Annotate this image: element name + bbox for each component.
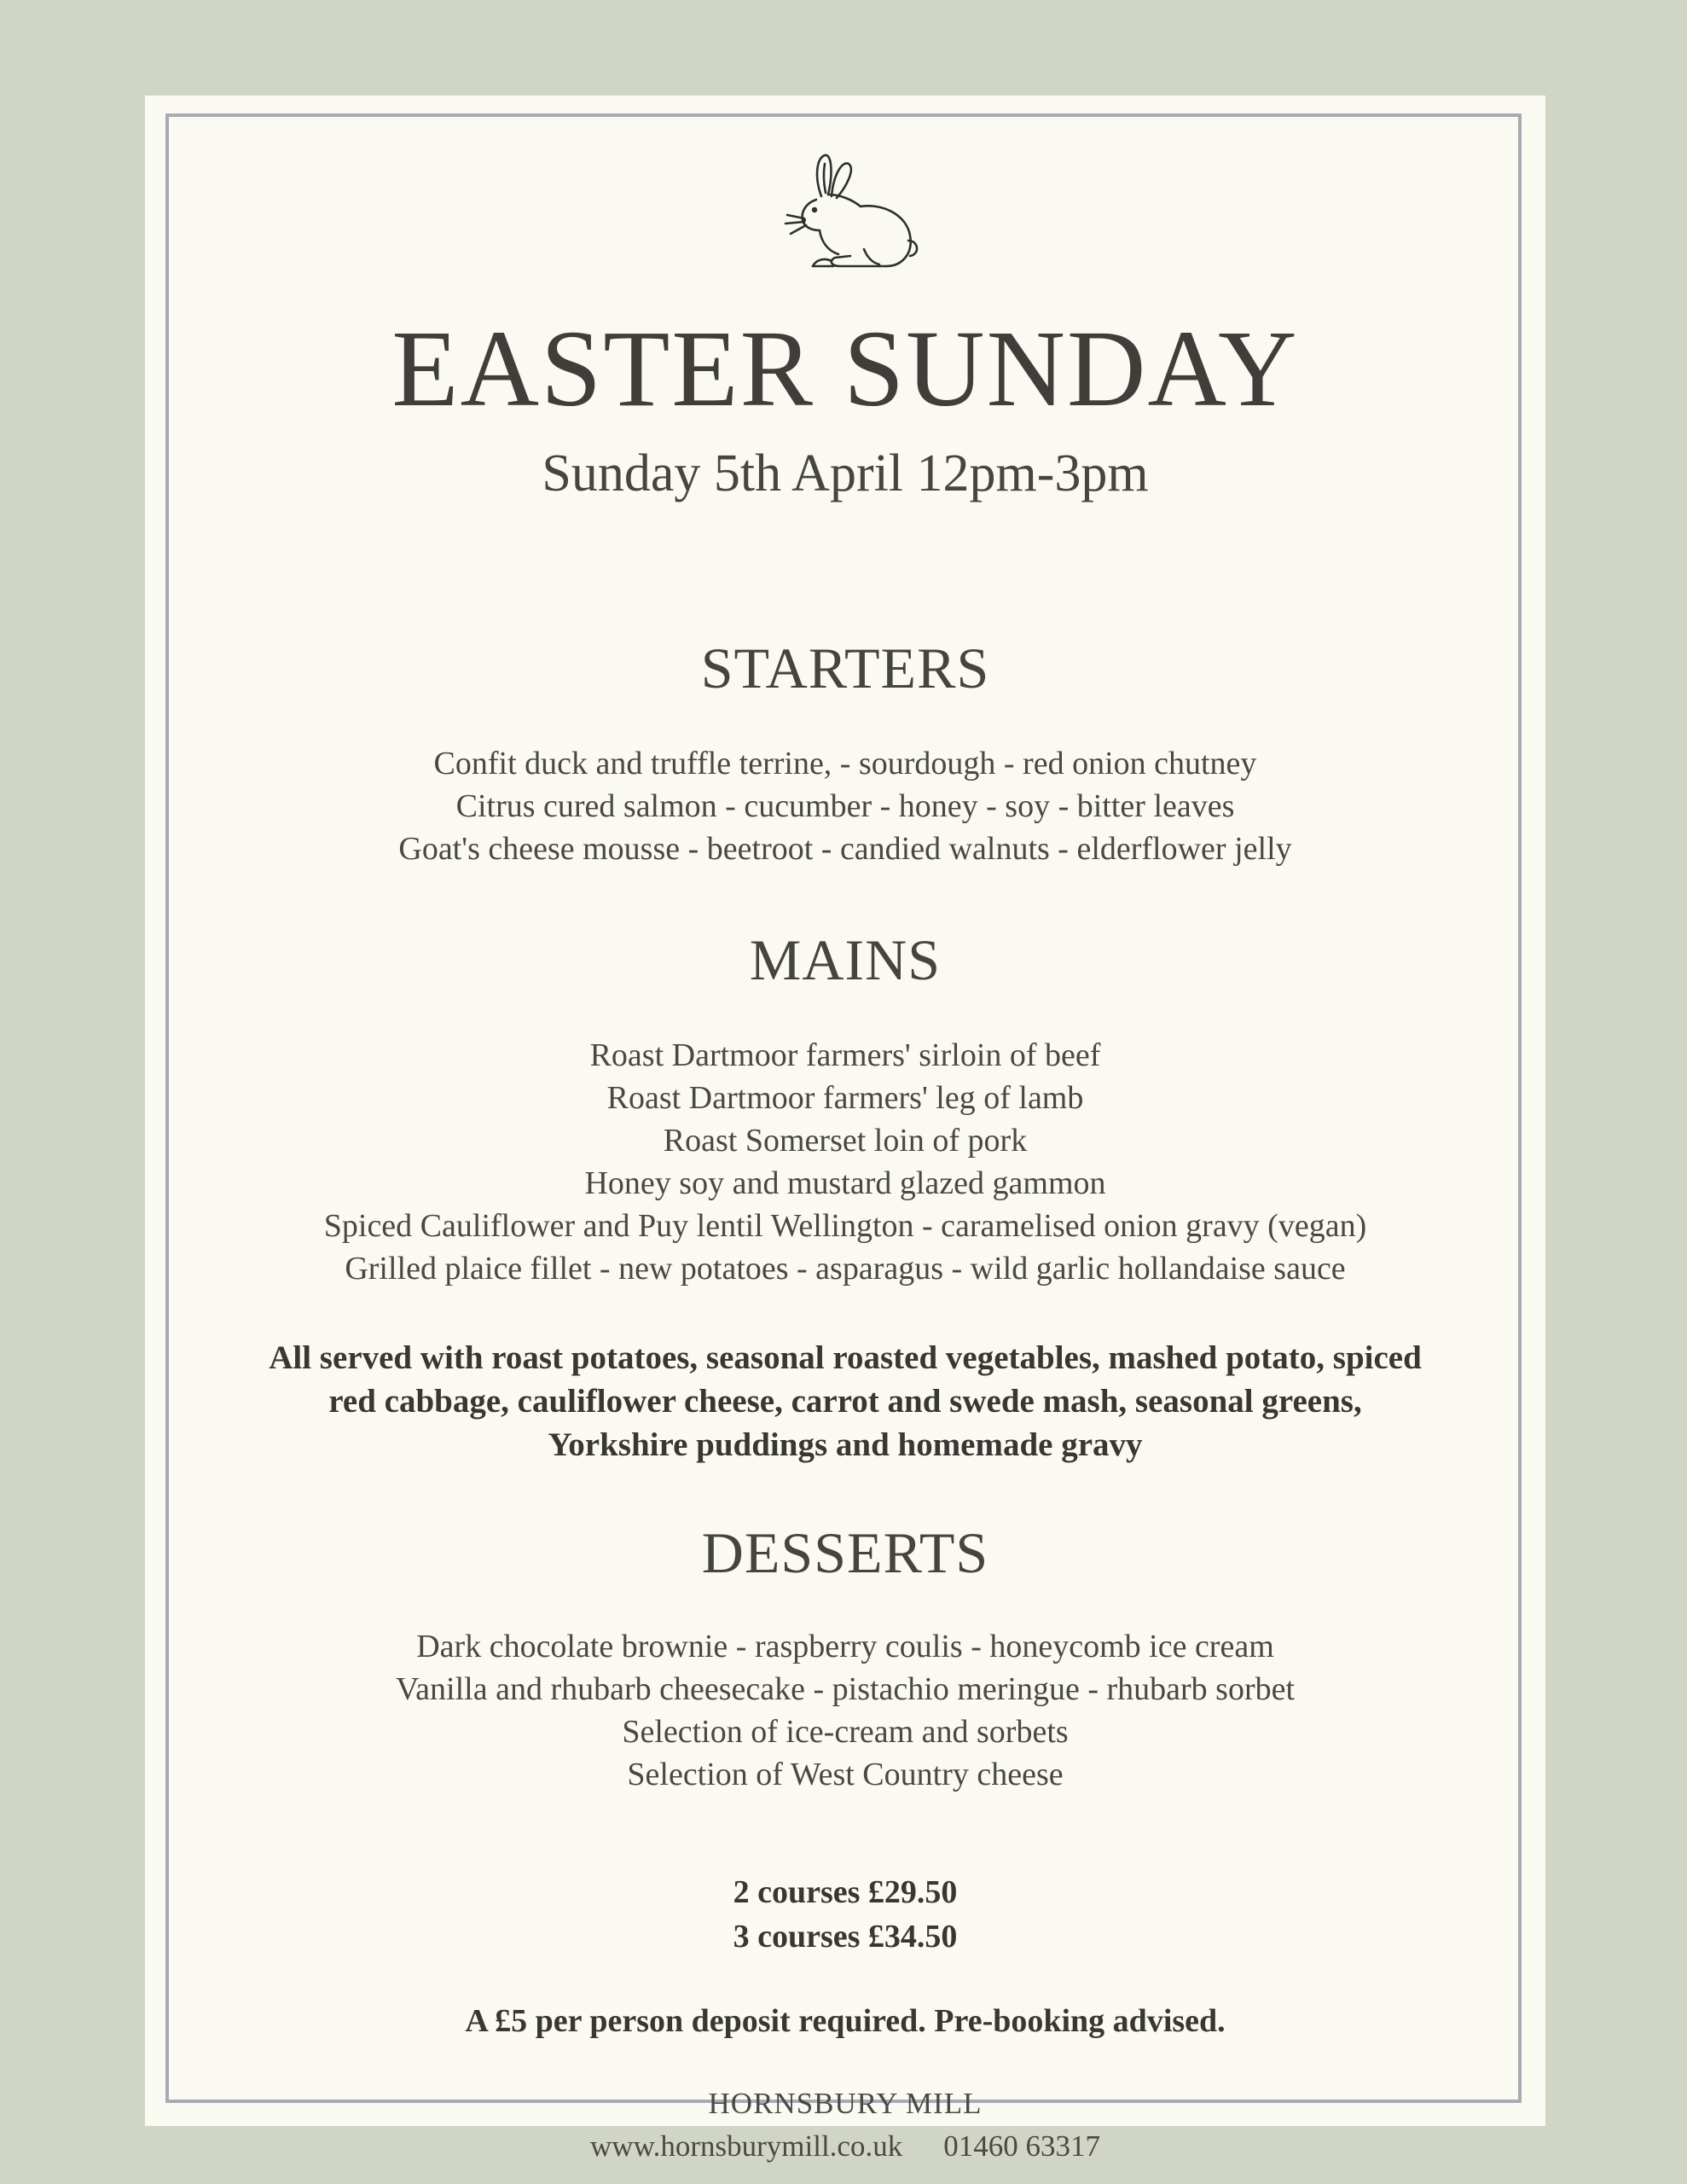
price-two-courses: 2 courses £29.50 (733, 1874, 958, 1910)
list-item: Selection of West Country cheese (627, 1757, 1064, 1792)
venue-name: HORNSBURY MILL (708, 2087, 983, 2120)
note-line: All served with roast potatoes, seasonal roasted vegetables, mashed potato, spiced (269, 1339, 1422, 1376)
rabbit-icon (772, 147, 925, 275)
price-three-courses: 3 courses £34.50 (733, 1919, 958, 1955)
mains-accompaniments-note (196, 1336, 1494, 1467)
list-item: Roast Somerset loin of pork (663, 1123, 1028, 1159)
list-item: Citrus cured salmon - cucumber - honey - soy - bitter leaves (455, 788, 1235, 824)
desserts-list (145, 1625, 1545, 1796)
menu-page (145, 96, 1545, 2163)
list-item: Selection of ice-cream and sorbets (622, 1714, 1069, 1750)
website-link[interactable]: www.hornsburymill.co.uk (590, 2129, 903, 2163)
menu-title: EASTER SUNDAY (391, 308, 1299, 429)
mains-list (145, 1034, 1545, 1290)
list-item: Honey soy and mustard glazed gammon (584, 1165, 1106, 1201)
contact-line (145, 2126, 1545, 2167)
mains-heading: MAINS (749, 927, 942, 992)
deposit-notice: A £5 per person deposit required. Pre-booking advised. (465, 2003, 1226, 2039)
list-item: Spiced Cauliflower and Puy lentil Wellington - caramelised onion gravy (vegan) (323, 1208, 1367, 1244)
event-date-time: Sunday 5th April 12pm-3pm (542, 444, 1149, 502)
desserts-heading: DESSERTS (701, 1520, 989, 1585)
starters-heading: STARTERS (700, 636, 990, 700)
list-item: Goat's cheese mousse - beetroot - candied walnuts - elderflower jelly (398, 831, 1292, 867)
list-item: Roast Dartmoor farmers' sirloin of beef (589, 1037, 1101, 1073)
list-item: Roast Dartmoor farmers' leg of lamb (606, 1080, 1084, 1116)
list-item: Vanilla and rhubarb cheesecake - pistachio meringue - rhubarb sorbet (395, 1671, 1296, 1707)
starters-list (145, 742, 1545, 870)
note-line: Yorkshire puddings and homemade gravy (548, 1426, 1143, 1463)
list-item: Confit duck and truffle terrine, - sourdough - red onion chutney (433, 746, 1257, 781)
list-item: Dark chocolate brownie - raspberry coulis - honeycomb ice cream (416, 1629, 1274, 1664)
phone-number: 01460 63317 (943, 2129, 1100, 2163)
list-item: Grilled plaice fillet - new potatoes - asparagus - wild garlic hollandaise sauce (345, 1251, 1346, 1287)
note-line: red cabbage, cauliflower cheese, carrot and swede mash, seasonal greens, (328, 1383, 1362, 1420)
